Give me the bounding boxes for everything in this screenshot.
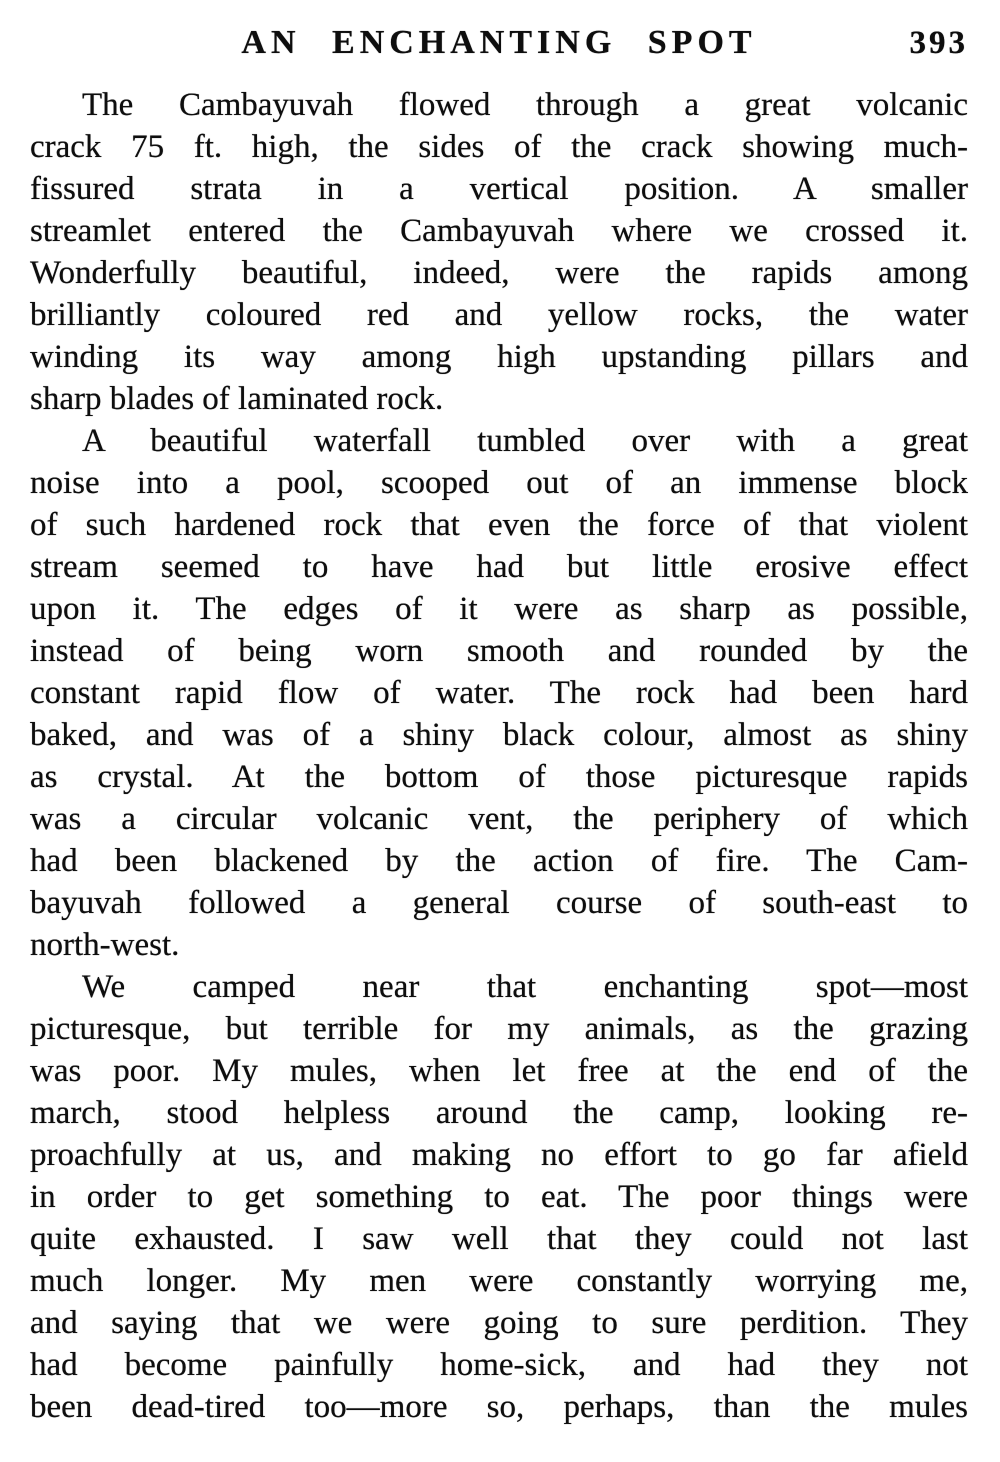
text-line: instead of being worn smooth and rounded by the bbox=[30, 633, 968, 669]
text-line: baked, and was of a shiny black colour, almost as shiny bbox=[30, 717, 968, 753]
text-line: was a circular volcanic vent, the periphery of which bbox=[30, 801, 968, 837]
text-line: fissured strata in a vertical position. A smaller bbox=[30, 171, 968, 207]
text-line: much longer. My men were constantly worrying me, bbox=[30, 1263, 968, 1299]
text-line: bayuvah followed a general course of south-east to bbox=[30, 885, 968, 921]
text-line: in order to get something to eat. The poor things were bbox=[30, 1179, 968, 1215]
paragraph-1 bbox=[30, 84, 968, 420]
paragraph-3 bbox=[30, 966, 968, 1428]
text-line: noise into a pool, scooped out of an immense block bbox=[30, 465, 968, 501]
text-line: been dead-tired too—more so, perhaps, than the mules bbox=[30, 1389, 968, 1425]
text-line: had been blackened by the action of fire. The Cam- bbox=[30, 843, 968, 879]
text-line: We camped near that enchanting spot—most bbox=[82, 969, 968, 1005]
running-header-title: AN ENCHANTING SPOT bbox=[241, 24, 757, 61]
text-line: sharp blades of laminated rock. bbox=[30, 381, 444, 417]
text-line: upon it. The edges of it were as sharp as possible, bbox=[30, 591, 968, 627]
text-line: The Cambayuvah flowed through a great volcanic bbox=[82, 87, 968, 123]
text-line: as crystal. At the bottom of those picturesque rapids bbox=[30, 759, 968, 795]
text-line: stream seemed to have had but little erosive effect bbox=[30, 549, 968, 585]
text-line: quite exhausted. I saw well that they could not last bbox=[30, 1221, 968, 1257]
text-line: of such hardened rock that even the force of that violent bbox=[30, 507, 968, 543]
text-body bbox=[30, 84, 968, 1428]
text-line: brilliantly coloured red and yellow rocks, the water bbox=[30, 297, 968, 333]
text-line: proachfully at us, and making no effort to go far afield bbox=[30, 1137, 968, 1173]
page-number: 393 bbox=[909, 25, 968, 61]
text-line: and saying that we were going to sure perdition. They bbox=[30, 1305, 968, 1341]
paragraph-2 bbox=[30, 420, 968, 966]
text-line: streamlet entered the Cambayuvah where we crossed it. bbox=[30, 213, 968, 249]
page-header bbox=[30, 24, 968, 68]
text-line: Wonderfully beautiful, indeed, were the rapids among bbox=[30, 255, 968, 291]
text-line: was poor. My mules, when let free at the end of the bbox=[30, 1053, 968, 1089]
text-line: winding its way among high upstanding pillars and bbox=[30, 339, 968, 375]
text-line: picturesque, but terrible for my animals, as the grazing bbox=[30, 1011, 968, 1047]
text-line: crack 75 ft. high, the sides of the crack showing much- bbox=[30, 129, 968, 165]
text-line: constant rapid flow of water. The rock had been hard bbox=[30, 675, 968, 711]
text-line: had become painfully home-sick, and had they not bbox=[30, 1347, 968, 1383]
text-line: A beautiful waterfall tumbled over with a great bbox=[82, 423, 968, 459]
text-line: march, stood helpless around the camp, looking re- bbox=[30, 1095, 968, 1131]
text-line: north-west. bbox=[30, 927, 180, 963]
